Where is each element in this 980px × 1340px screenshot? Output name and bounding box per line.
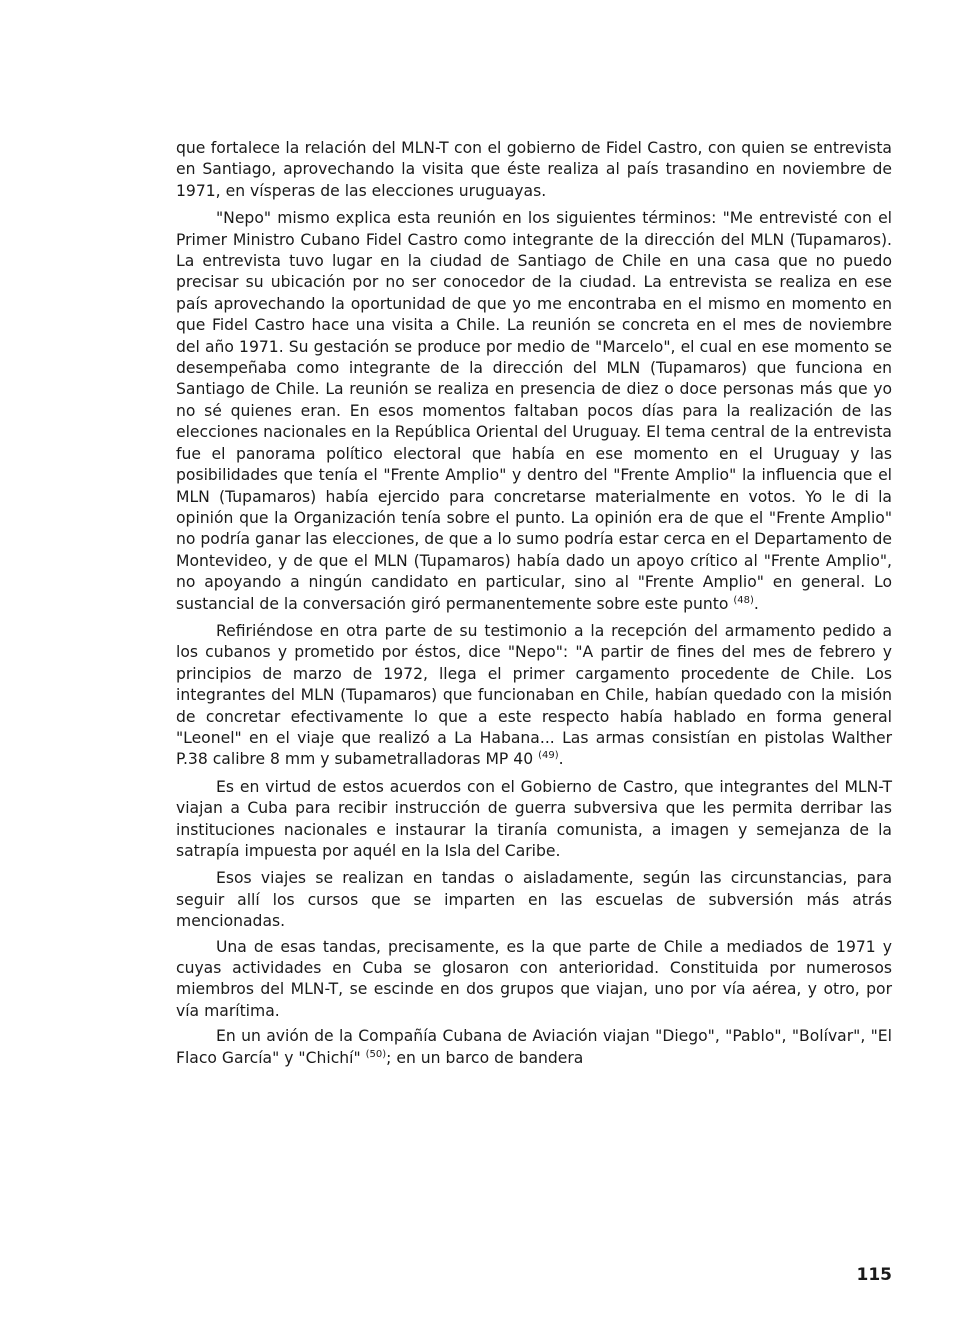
paragraph-7 [176,1026,892,1069]
paragraph-7-text: En un avión de la Compañía Cubana de Aviación viajan "Diego", "Pablo", "Bolívar", "El Flaco García" y "Chichí" [176,1027,892,1067]
page-body [176,138,892,1075]
page-number: 115 [856,1265,892,1285]
paragraph-5 [176,868,892,932]
paragraph-1 [176,138,892,202]
footnote-ref-48: (48) [733,594,754,606]
paragraph-3-text: Refiriéndose en otra parte de su testimonio a la recepción del armamento pedido a los cubanos y prometido por éstos, dice "Nepo": "A partir de fines del mes de febrero y principios de marzo de 1972, llega el primer cargamento procedente de Chile. Los integrantes del MLN (Tupamaros) que funcionaban en Chile, habían quedado con la misión de concretar efectivamente lo que a este respecto había hablado en forma general "Leonel" en el viaje que realizó a La Habana... Las armas consistían en pistolas Walther P.38 calibre 8 mm y subametralladoras MP 40 [176,621,892,769]
paragraph-2-text: "Nepo" mismo explica esta reunión en los siguientes términos: "Me entrevisté con el Primer Ministro Cubano Fidel Castro como integrante de la dirección del MLN (Tupamaros). La entrevista tuvo lugar en la ciudad de Santiago de Chile en una casa que no puedo precisar su ubicación por no ser conocedor de la ciudad. La entrevista se realiza en ese país aprovechando la oportunidad de que yo me encontraba en el mismo en momento en que Fidel Castro hace una visita a Chile. La reunión se concreta en el mes de noviembre del año 1971. Su gestación se produce por medio de "Marcelo", el cual en ese momento se desempeñaba como integrante de la dirección del MLN (Tupamaros) que funciona en Santiago de Chile. La reunión se realiza en presencia de diez o doce personas más que yo no sé quienes eran. En esos momentos faltaban pocos días para la realización de las elecciones nacionales en la República Oriental del Uruguay. El tema central de la entrevista fue el panorama político electoral que había en ese momento en el Uruguay y las posibilidades que tenía el "Frente Amplio" y dentro del "Frente Amplio" la influencia que el MLN (Tupamaros) había ejercido para concretarse materialmente en votos. Yo le di la opinión que la Organización tenía sobre el punto. La opinión era de que el "Frente Amplio" no podría ganar las elecciones, de que a lo sumo podría estar cerca en el Departamento de Montevideo, y de que el MLN (Tupamaros) había dado un apoyo crítico al "Frente Amplio", no apoyando a ningún candidato en particular, sino al "Frente Amplio" en general. Lo sustancial de la conversación giró permanentemente sobre este punto [176,209,892,613]
paragraph-4-text: Es en virtud de estos acuerdos con el Gobierno de Castro, que integrantes del MLN-T viajan a Cuba para recibir instrucción de guerra subversiva que les permita derribar las instituciones nacionales e instaurar la tiranía comunista, a imagen y semejanza de la satrapía impuesta por aquél en la Isla del Caribe. [176,777,892,860]
footnote-ref-50: (50) [365,1048,387,1060]
footnote-ref-49: (49) [538,750,559,762]
paragraph-6-text: Una de esas tandas, precisamente, es la que parte de Chile a mediados de 1971 y cuyas actividades en Cuba se glosaron con anterioridad. Constituida por numerosos miembros del MLN-T, se escinde en dos grupos que viajan, uno por vía aérea, y otro, por vía marítima. [176,937,892,1020]
paragraph-5-text: Esos viajes se realizan en tandas o aisladamente, según las circunstancias, para seguir allí los cursos que se imparten en las escuelas de subversión más atrás mencionadas. [176,869,892,931]
paragraph-4 [176,777,892,863]
paragraph-3 [176,621,892,771]
paragraph-3-end: . [558,750,564,769]
paragraph-2-end: . [753,594,759,613]
paragraph-2 [176,208,892,615]
paragraph-7-end: ; en un barco de bandera [386,1048,584,1067]
paragraph-6 [176,937,892,1023]
paragraph-1-text: que fortalece la relación del MLN-T con el gobierno de Fidel Castro, con quien se entrevista en Santiago, aprovechando la visita que éste realiza al país trasandino en noviembre de 1971, en vísperas de las elecciones uruguayas. [176,139,892,200]
